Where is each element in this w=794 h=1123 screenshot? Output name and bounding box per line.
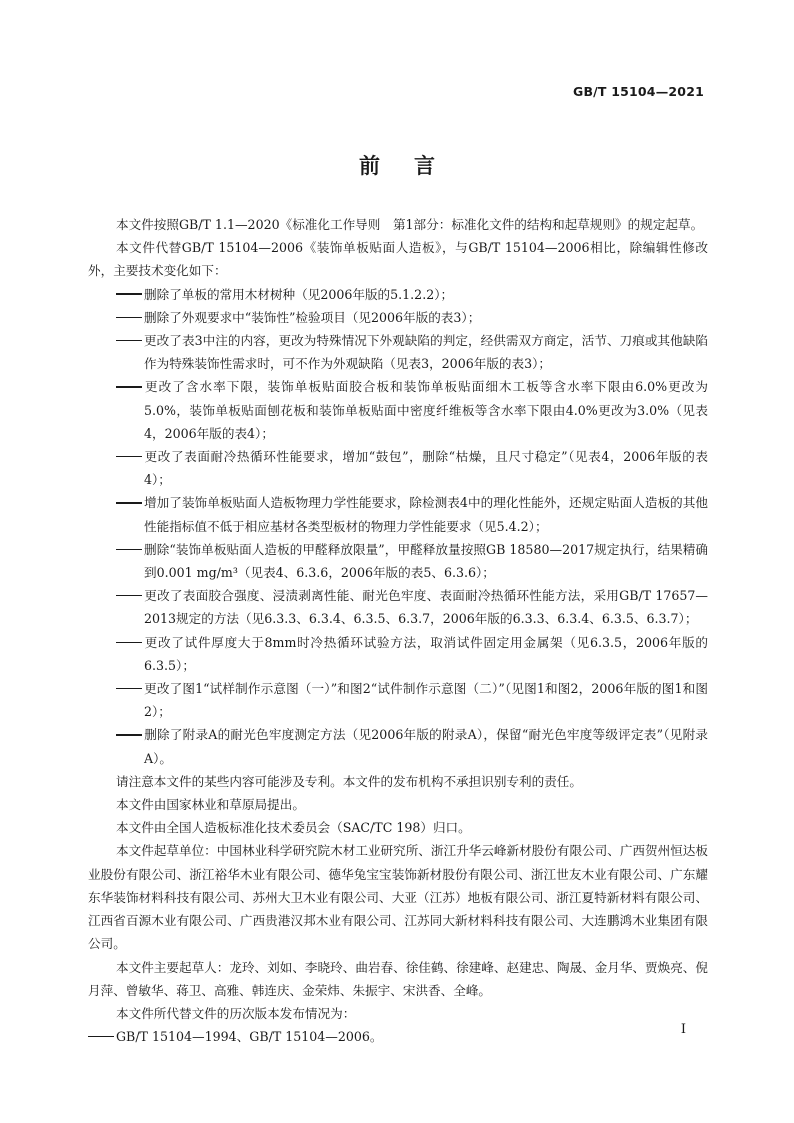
paragraph-drafters: 本文件主要起草人：龙玲、刘如、李晓玲、曲岩春、徐佳鹤、徐建峰、赵建忠、陶晟、金月华、贾焕亮、倪月萍、曾敏华、蒋卫、高雅、韩连庆、金荣炜、朱振宇、宋洪香、全峰。: [88, 959, 708, 998]
dash-marker: [116, 538, 144, 561]
change-item: 删除了附录A的耐光色牢度测定方法（见2006年版的附录A），保留“耐光色牢度等级评定表”（见附录A）。: [88, 723, 708, 769]
change-item: 更改了表3中注的内容，更改为特殊情况下外观缺陷的判定，经供需双方商定，活节、刀痕或其他缺陷作为特殊装饰性需求时，可不作为外观缺陷（见表3，2006年版的表3）；: [88, 329, 708, 375]
dash-marker: [116, 584, 144, 607]
change-item: 更改了图1“试样制作示意图（一）”和图2“试件制作示意图（二）”（见图1和图2，2006年版的图1和图2）；: [88, 677, 708, 723]
dash-marker: [116, 445, 144, 468]
dash-marker: [116, 375, 144, 398]
paragraph-proposer: 本文件由国家林业和草原局提出。: [116, 797, 305, 813]
dash-marker: [116, 677, 144, 700]
page-title: 前言: [359, 154, 469, 178]
dash-marker: [116, 723, 144, 746]
paragraph-patent-notice: 请注意本文件的某些内容可能涉及专利。本文件的发布机构不承担识别专利的责任。: [116, 773, 582, 789]
paragraph-drafting-units: 本文件起草单位：中国林业科学研究院木材工业研究所、浙江升华云峰新材股份有限公司、广西贺州恒达板业股份有限公司、浙江裕华木业有限公司、德华兔宝宝装饰新材股份有限公司、浙江世友木业有限公司、广东耀东华装饰材料科技有限公司、苏州大卫木业有限公司、大亚（江苏）地板有限公司、浙江夏特新材料有限公司、江西省百源木业有限公司、广西贵港汉邦木业有限公司、江苏同大新材料科技有限公司、大连鹏鸿木业集团有限公司。: [88, 843, 708, 952]
dash-marker: [116, 283, 144, 306]
change-item: 更改了表面耐冷热循环性能要求，增加“鼓包”，删除“枯燥，且尺寸稳定”（见表4，2006年版的表4）；: [88, 445, 708, 491]
standard-number: GB/T 15104—2021: [572, 84, 704, 99]
dash-marker: [116, 306, 144, 329]
paragraph-committee: 本文件由全国人造板标准化技术委员会（SAC/TC 198）归口。: [116, 820, 471, 836]
change-item: 删除了单板的常用木材树种（见2006年版的5.1.2.2）；: [88, 283, 708, 306]
page-number: I: [680, 1022, 686, 1037]
dash-marker: [116, 631, 144, 654]
dash-marker: [116, 329, 144, 352]
change-item: 更改了表面胶合强度、浸渍剥离性能、耐光色牢度、表面耐冷热循环性能方法，采用GB/T 17657—2013规定的方法（见6.3.3、6.3.4、6.3.5、6.3.7，2006年版的6.3.3、6.3.4、6.3.5、6.3.7）；: [88, 584, 708, 630]
foreword-body: [88, 213, 708, 1048]
change-item: 删除“装饰单板贴面人造板的甲醛释放限量”，甲醛释放量按照GB 18580—2017规定执行，结果精确到0.001 mg/m³（见表4、6.3.6，2006年版的表5、6.3.6）；: [88, 538, 708, 584]
paragraph-drafting-rules: 本文件按照GB/T 1.1—2020《标准化工作导则 第1部分：标准化文件的结构和起草规则》的规定起草。: [116, 217, 704, 232]
paragraph-replacement: 本文件代替GB/T 15104—2006《装饰单板贴面人造板》，与GB/T 15104—2006相比，除编辑性修改外，主要技术变化如下：: [88, 240, 708, 279]
change-item: 删除了外观要求中“装饰性”检验项目（见2006年版的表3）；: [88, 306, 708, 329]
dash-marker: [116, 491, 144, 514]
history-item: GB/T 15104—1994、GB/T 15104—2006。: [88, 1025, 708, 1048]
paragraph-history-intro: 本文件所代替文件的历次版本发布情况为：: [116, 1005, 356, 1021]
change-item: 更改了试件厚度大于8mm时冷热循环试验方法，取消试件固定用金属架（见6.3.5，2006年版的6.3.5）；: [88, 631, 708, 677]
dash-marker: [88, 1025, 116, 1048]
change-item: 更改了含水率下限，装饰单板贴面胶合板和装饰单板贴面细木工板等含水率下限由6.0%更改为5.0%，装饰单板贴面刨花板和装饰单板贴面中密度纤维板等含水率下限由4.0%更改为3.0%（见表4，2006年版的表4）；: [88, 375, 708, 445]
change-item: 增加了装饰单板贴面人造板物理力学性能要求，除检测表4中的理化性能外，还规定贴面人造板的其他性能指标值不低于相应基材各类型板材的物理力学性能要求（见5.4.2）；: [88, 491, 708, 537]
